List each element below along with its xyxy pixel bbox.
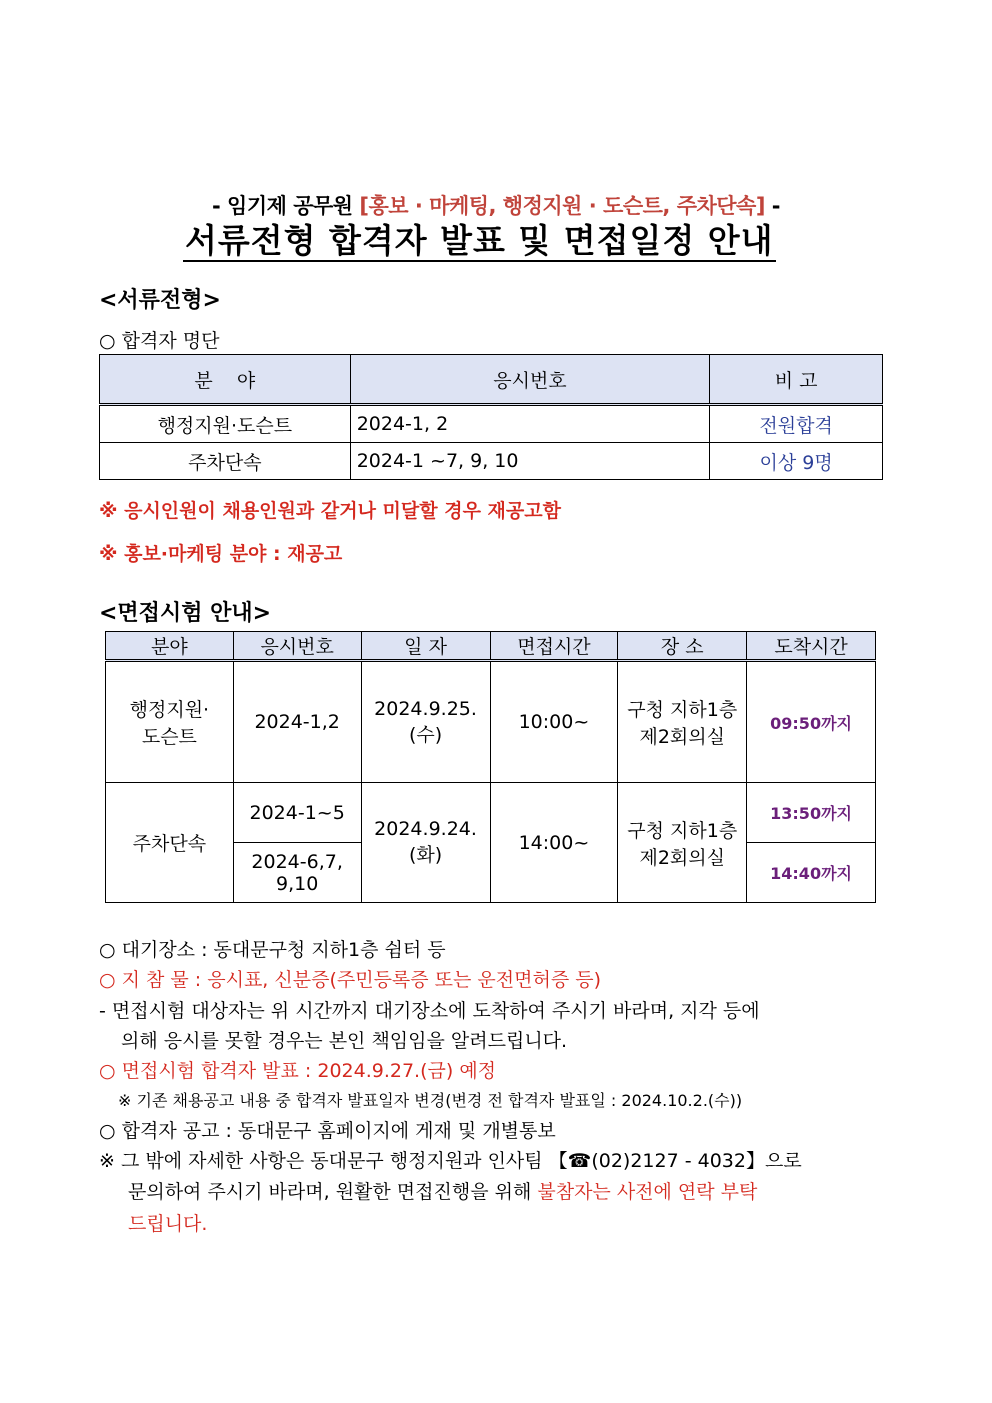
row-numbers: 2024-1~5 (233, 783, 361, 843)
table-header-number: 응시번호 (233, 632, 361, 661)
notice-line-1: - 면접시험 대상자는 위 시간까지 대기장소에 도착하여 주시기 바라며, 지각 등에 (99, 1000, 760, 1022)
row-field: 행정지원·도슨트 (100, 405, 351, 443)
table-header-number: 응시번호 (350, 355, 710, 405)
contact-line-1: ※ 그 밖에 자세한 사항은 동대문구 행정지원과 인사팀 【☎(02)2127 - 4032】으로 (99, 1150, 802, 1172)
result-announcement: ○ 면접시험 합격자 발표 : 2024.9.27.(금) 예정 (99, 1060, 497, 1082)
row-arrival: 14:40까지 (747, 843, 876, 903)
section-heading-interview: <면접시험 안내> (99, 601, 272, 626)
row-time: 14:00~ (490, 783, 618, 903)
note-marketing: ※ 홍보·마케팅 분야 : 재공고 (99, 543, 343, 565)
row-field: 주차단속 (100, 443, 351, 480)
notice-line-2: 의해 응시를 못할 경우는 본인 책임임을 알려드립니다. (121, 1030, 568, 1052)
row-note: 전원합격 (710, 405, 883, 443)
table-header-note: 비 고 (710, 355, 883, 405)
pass-list-label: ○ 합격자 명단 (99, 330, 220, 352)
row-field: 행정지원· 도슨트 (106, 661, 234, 783)
table-header-time: 면접시간 (490, 632, 618, 661)
table-header-field: 분 야 (100, 355, 351, 405)
page-title: 서류전형 합격자 발표 및 면접일정 안내 (185, 221, 774, 260)
row-place: 구청 지하1층 제2회의실 (618, 783, 747, 903)
row-date: 2024.9.25. (수) (361, 661, 490, 783)
subtitle-fields: [홍보 · 마케팅, 행정지원 · 도슨트, 주차단속] (359, 194, 765, 218)
contact-line-3: 드립니다. (128, 1213, 208, 1235)
document-subtitle (0, 190, 992, 220)
table-header-place: 장 소 (618, 632, 747, 661)
row-time: 10:00~ (490, 661, 618, 783)
subtitle-suffix: - (764, 194, 780, 218)
row-numbers: 2024-1,2 (233, 661, 361, 783)
announce-method: ○ 합격자 공고 : 동대문구 홈페이지에 게재 및 개별통보 (99, 1120, 556, 1142)
items-to-bring: ○ 지 참 물 : 응시표, 신분증(주민등록증 또는 운전면허증 등) (99, 969, 601, 991)
row-numbers: 2024-6,7, 9,10 (233, 843, 361, 903)
contact-line-2-highlight: 불참자는 사전에 연락 부탁 (537, 1181, 758, 1203)
table-row (106, 661, 876, 783)
table-row (100, 443, 883, 480)
note-readvertise: ※ 응시인원이 채용인원과 같거나 미달할 경우 재공고함 (99, 500, 561, 522)
row-arrival: 13:50까지 (747, 783, 876, 843)
waiting-place: ○ 대기장소 : 동대문구청 지하1층 쉼터 등 (99, 939, 446, 961)
row-date: 2024.9.24. (화) (361, 783, 490, 903)
pass-list-table (99, 354, 883, 480)
table-header-date: 일 자 (361, 632, 490, 661)
interview-table (105, 631, 876, 903)
change-note: ※ 기존 채용공고 내용 중 합격자 발표일자 변경(변경 전 합격자 발표일 : 2024.10.2.(수)) (118, 1091, 743, 1110)
contact-line-2-text: 문의하여 주시기 바라며, 원활한 면접진행을 위해 (128, 1181, 538, 1203)
table-row (106, 783, 876, 843)
row-field: 주차단속 (106, 783, 234, 903)
contact-line-2 (128, 1177, 757, 1204)
section-heading-document: <서류전형> (99, 288, 221, 313)
subtitle-prefix: - 임기제 공무원 (212, 194, 360, 218)
table-header-arrival: 도착시간 (747, 632, 876, 661)
row-arrival: 09:50까지 (747, 661, 876, 783)
row-numbers: 2024-1, 2 (350, 405, 710, 443)
row-place: 구청 지하1층 제2회의실 (618, 661, 747, 783)
row-note: 이상 9명 (710, 443, 883, 480)
table-header-field: 분야 (106, 632, 234, 661)
row-numbers: 2024-1 ~7, 9, 10 (350, 443, 710, 480)
table-row (100, 405, 883, 443)
